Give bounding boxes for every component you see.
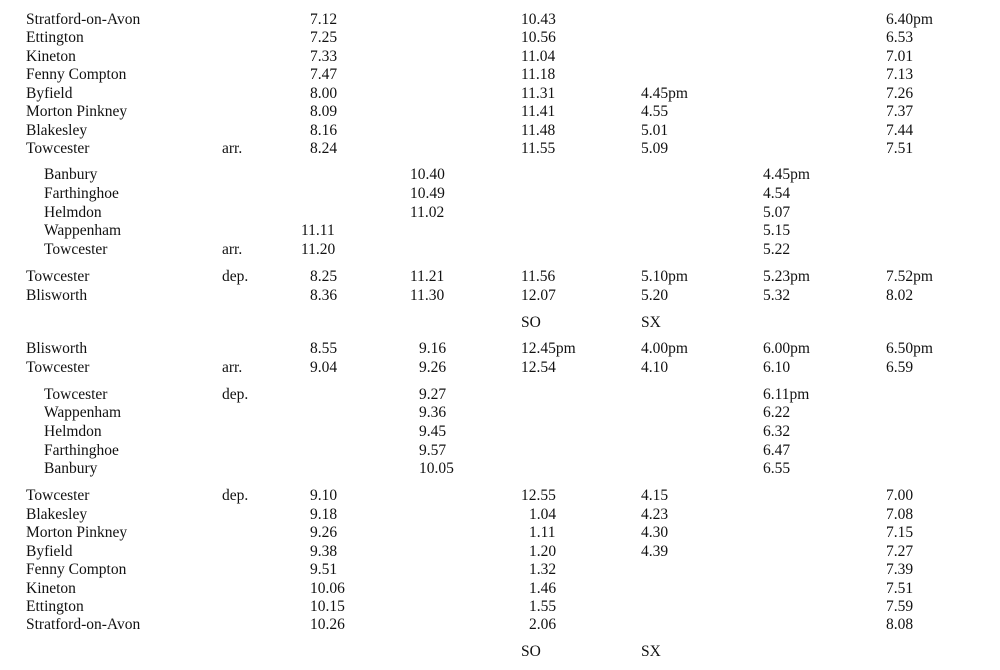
station-name: Banbury <box>44 166 98 183</box>
timetable-row <box>0 580 1000 598</box>
time-cell: 11.56 <box>521 268 556 285</box>
timetable-row <box>0 543 1000 561</box>
arr-dep-note: arr. <box>222 241 243 258</box>
timetable-row <box>0 122 1000 140</box>
time-cell: 4.55 <box>641 103 669 120</box>
time-cell: 7.52pm <box>886 268 933 285</box>
time-cell: 6.55 <box>763 460 791 477</box>
time-cell: 11.41 <box>521 103 556 120</box>
timetable-row <box>0 487 1000 505</box>
time-cell: SO <box>521 643 541 660</box>
time-cell: 11.04 <box>521 48 556 65</box>
time-cell: 10.06 <box>310 580 345 597</box>
timetable-row <box>0 103 1000 121</box>
time-cell: 7.59 <box>886 598 914 615</box>
station-name: Morton Pinkney <box>26 524 128 541</box>
time-cell: 6.47 <box>763 442 791 459</box>
time-cell: 7.08 <box>886 506 914 523</box>
station-name: Towcester <box>26 487 90 504</box>
station-name: Helmdon <box>44 423 102 440</box>
time-cell: 8.55 <box>310 340 338 357</box>
time-cell: 7.01 <box>886 48 914 65</box>
station-name: Towcester <box>44 386 108 403</box>
station-name: Towcester <box>26 359 90 376</box>
station-name: Towcester <box>44 241 108 258</box>
time-cell: 7.51 <box>886 580 914 597</box>
time-cell: 7.44 <box>886 122 914 139</box>
timetable-row <box>0 204 1000 222</box>
time-cell: 10.05 <box>419 460 454 477</box>
time-cell: 10.43 <box>521 11 556 28</box>
time-cell: 4.10 <box>641 359 669 376</box>
time-cell: 7.15 <box>886 524 914 541</box>
time-cell: 9.36 <box>419 404 447 421</box>
time-cell: 9.04 <box>310 359 338 376</box>
timetable-row <box>0 460 1000 478</box>
time-cell: 7.33 <box>310 48 338 65</box>
time-cell: 12.55 <box>521 487 556 504</box>
time-cell: 5.09 <box>641 140 669 157</box>
timetable-row <box>0 506 1000 524</box>
timetable-row <box>0 287 1000 305</box>
timetable-row <box>0 166 1000 184</box>
time-cell: 5.23pm <box>763 268 810 285</box>
station-name: Fenny Compton <box>26 66 127 83</box>
timetable-row <box>0 29 1000 47</box>
time-cell: 7.25 <box>310 29 338 46</box>
station-name: Wappenham <box>44 404 122 421</box>
time-cell: 4.30 <box>641 524 669 541</box>
time-cell: 11.18 <box>521 66 556 83</box>
station-name: Blisworth <box>26 287 88 304</box>
time-cell: 9.45 <box>419 423 447 440</box>
station-name: Helmdon <box>44 204 102 221</box>
time-cell: 6.00pm <box>763 340 810 357</box>
time-cell: 7.00 <box>886 487 914 504</box>
time-cell: 1.04 <box>529 506 557 523</box>
time-cell: 4.45pm <box>641 85 688 102</box>
time-cell: 5.01 <box>641 122 669 139</box>
station-name: Blakesley <box>26 122 88 139</box>
time-cell: 9.27 <box>419 386 447 403</box>
time-cell: 8.16 <box>310 122 338 139</box>
station-name: Ettington <box>26 29 84 46</box>
time-cell: 7.12 <box>310 11 338 28</box>
time-cell: 1.11 <box>529 524 556 541</box>
time-cell: 12.54 <box>521 359 556 376</box>
time-cell: 2.06 <box>529 616 557 633</box>
time-cell: 7.47 <box>310 66 338 83</box>
time-cell: 4.15 <box>641 487 669 504</box>
time-cell: 12.45pm <box>521 340 576 357</box>
time-cell: 7.13 <box>886 66 914 83</box>
time-cell: 10.56 <box>521 29 556 46</box>
timetable-row <box>0 616 1000 634</box>
time-cell: 9.26 <box>419 359 447 376</box>
time-cell: 8.08 <box>886 616 914 633</box>
time-cell: 11.02 <box>410 204 445 221</box>
time-cell: 12.07 <box>521 287 556 304</box>
arr-dep-note: arr. <box>222 359 243 376</box>
time-cell: 6.40pm <box>886 11 933 28</box>
timetable-row <box>0 268 1000 286</box>
time-cell: 8.02 <box>886 287 914 304</box>
time-cell: 5.07 <box>763 204 791 221</box>
time-cell: 8.09 <box>310 103 338 120</box>
time-cell: 5.15 <box>763 222 791 239</box>
time-cell: 5.32 <box>763 287 791 304</box>
time-cell: 7.51 <box>886 140 914 157</box>
time-cell: 6.22 <box>763 404 791 421</box>
time-cell: 4.00pm <box>641 340 688 357</box>
time-cell: 9.26 <box>310 524 338 541</box>
station-name: Kineton <box>26 580 76 597</box>
time-cell: 10.49 <box>410 185 445 202</box>
time-cell: 10.26 <box>310 616 345 633</box>
time-cell: 10.15 <box>310 598 345 615</box>
station-name: Towcester <box>26 268 90 285</box>
time-cell: 7.27 <box>886 543 914 560</box>
station-name: Towcester <box>26 140 90 157</box>
time-cell: 9.38 <box>310 543 338 560</box>
time-cell: 9.10 <box>310 487 338 504</box>
time-cell: 11.48 <box>521 122 556 139</box>
time-cell: 6.11pm <box>763 386 810 403</box>
time-cell: 9.18 <box>310 506 338 523</box>
station-name: Kineton <box>26 48 76 65</box>
timetable-row <box>0 423 1000 441</box>
timetable-row <box>0 359 1000 377</box>
timetable-row <box>0 48 1000 66</box>
station-name: Blisworth <box>26 340 88 357</box>
timetable-row <box>0 404 1000 422</box>
time-cell: 1.20 <box>529 543 557 560</box>
timetable-row <box>0 598 1000 616</box>
station-name: Stratford-on-Avon <box>26 616 141 633</box>
station-name: Farthinghoe <box>44 442 119 459</box>
timetable-row <box>0 561 1000 579</box>
arr-dep-note: dep. <box>222 268 249 285</box>
time-cell: 9.16 <box>419 340 447 357</box>
time-cell: 11.20 <box>301 241 336 258</box>
station-name: Byfield <box>26 543 73 560</box>
station-name: Blakesley <box>26 506 88 523</box>
timetable-row <box>0 222 1000 240</box>
time-cell: 11.55 <box>521 140 556 157</box>
time-cell: 8.25 <box>310 268 338 285</box>
time-cell: 8.36 <box>310 287 338 304</box>
timetable-row <box>0 340 1000 358</box>
time-cell: 6.50pm <box>886 340 933 357</box>
time-cell: 6.32 <box>763 423 791 440</box>
time-cell: 11.30 <box>410 287 445 304</box>
timetable-row <box>0 185 1000 203</box>
time-cell: 11.31 <box>521 85 556 102</box>
timetable-row <box>0 140 1000 158</box>
timetable-row <box>0 241 1000 259</box>
time-cell: 1.46 <box>529 580 557 597</box>
time-cell: 5.20 <box>641 287 669 304</box>
time-cell: 1.55 <box>529 598 557 615</box>
time-cell: 6.53 <box>886 29 914 46</box>
time-cell: 7.39 <box>886 561 914 578</box>
timetable-row <box>0 85 1000 103</box>
timetable-row <box>0 11 1000 29</box>
arr-dep-note: dep. <box>222 386 249 403</box>
arr-dep-note: arr. <box>222 140 243 157</box>
time-cell: 8.00 <box>310 85 338 102</box>
arr-dep-note: dep. <box>222 487 249 504</box>
time-cell: SX <box>641 314 661 331</box>
time-cell: 6.10 <box>763 359 791 376</box>
time-cell: 1.32 <box>529 561 557 578</box>
time-cell: 4.23 <box>641 506 669 523</box>
time-cell: 6.59 <box>886 359 914 376</box>
timetable-row <box>0 314 1000 332</box>
time-cell: 7.37 <box>886 103 914 120</box>
time-cell: 7.26 <box>886 85 914 102</box>
time-cell: 5.10pm <box>641 268 688 285</box>
station-name: Ettington <box>26 598 84 615</box>
time-cell: SO <box>521 314 541 331</box>
station-name: Banbury <box>44 460 98 477</box>
station-name: Byfield <box>26 85 73 102</box>
time-cell: 8.24 <box>310 140 338 157</box>
time-cell: 10.40 <box>410 166 445 183</box>
station-name: Morton Pinkney <box>26 103 128 120</box>
timetable-row <box>0 66 1000 84</box>
time-cell: 11.21 <box>410 268 445 285</box>
time-cell: 9.51 <box>310 561 338 578</box>
time-cell: 9.57 <box>419 442 447 459</box>
time-cell: 4.39 <box>641 543 669 560</box>
timetable-row <box>0 386 1000 404</box>
timetable-row <box>0 524 1000 542</box>
time-cell: 5.22 <box>763 241 791 258</box>
time-cell: SX <box>641 643 661 660</box>
time-cell: 11.11 <box>301 222 335 239</box>
station-name: Stratford-on-Avon <box>26 11 141 28</box>
time-cell: 4.54 <box>763 185 791 202</box>
time-cell: 4.45pm <box>763 166 810 183</box>
station-name: Farthinghoe <box>44 185 119 202</box>
station-name: Fenny Compton <box>26 561 127 578</box>
timetable-row <box>0 442 1000 460</box>
station-name: Wappenham <box>44 222 122 239</box>
timetable-row <box>0 643 1000 661</box>
